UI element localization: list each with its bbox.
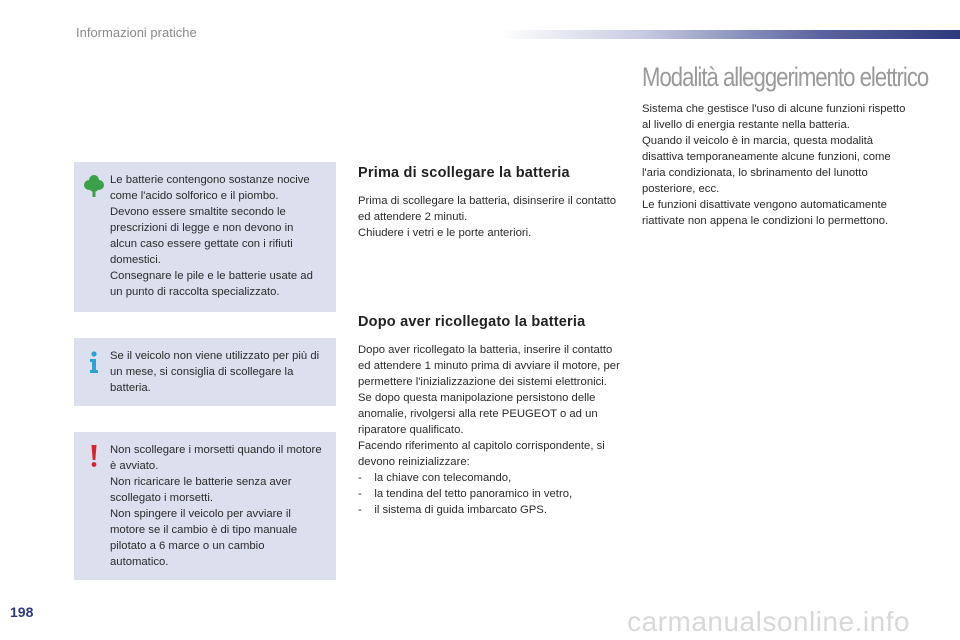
environment-note-panel bbox=[74, 162, 336, 312]
panel-paragraph: Devono essere smaltite secondo le prescrizioni di legge e non devono in alcun caso essere gettate con i rifiuti domestici. bbox=[110, 206, 294, 266]
environment-note-text bbox=[110, 172, 322, 300]
info-note-text bbox=[110, 348, 322, 396]
body-paragraph: Prima di scollegare la batteria, disinserire il contatto ed attendere 2 minuti. bbox=[358, 195, 617, 223]
body-paragraph: Quando il veicolo è in marcia, questa modalità disattiva temporaneamente alcune funzioni, come l'aria condizionata, lo sbrinamento del lunotto posteriore, ecc. bbox=[642, 135, 891, 195]
panel-paragraph: Se il veicolo non viene utilizzato per più di un mese, si consiglia di scollegare la batteria. bbox=[110, 350, 320, 394]
energy-saving-text bbox=[642, 101, 912, 229]
energy-saving-heading: Modalità alleggerimento elettrico bbox=[642, 62, 929, 92]
body-paragraph: Chiudere i vetri e le porte anteriori. bbox=[358, 227, 532, 239]
info-note-panel bbox=[74, 338, 336, 406]
body-paragraph: Dopo aver ricollegato la batteria, inserire il contatto ed attendere 1 minuto prima di avviare il motore, per permettere l'inizializzazione dei sistemi elettronici. Se dopo questa manipolazione persistono delle anomalie, rivolgersi alla rete PEUGEOT o ad un riparatore qualificato. bbox=[358, 344, 620, 436]
panel-paragraph: Non scollegare i morsetti quando il motore è avviato. bbox=[110, 444, 322, 472]
info-icon bbox=[84, 350, 104, 374]
before-disconnect-text bbox=[358, 193, 623, 241]
body-paragraph: Facendo riferimento al capitolo corrispondente, si devono reinizializzare: bbox=[358, 440, 605, 468]
section-title: Informazioni pratiche bbox=[76, 25, 197, 40]
before-disconnect-heading: Prima di scollegare la batteria bbox=[358, 165, 570, 181]
panel-paragraph: Non spingere il veicolo per avviare il motore se il cambio è di tipo manuale pilotato a 6 marce o un cambio automatico. bbox=[110, 508, 298, 568]
warning-icon bbox=[84, 444, 104, 468]
body-paragraph: Le funzioni disattivate vengono automaticamente riattivate non appena le condizioni lo permettono. bbox=[642, 199, 889, 227]
list-item: - la tendina del tetto panoramico in vetro, bbox=[358, 488, 573, 500]
after-reconnect-section bbox=[358, 314, 623, 518]
list-item: - la chiave con telecomando, bbox=[358, 472, 512, 484]
body-paragraph: Sistema che gestisce l'uso di alcune funzioni rispetto al livello di energia restante nella batteria. bbox=[642, 103, 906, 131]
list-item: - il sistema di guida imbarcato GPS. bbox=[358, 504, 547, 516]
page-number: 198 bbox=[10, 604, 34, 620]
header-accent-bar bbox=[500, 30, 960, 39]
before-disconnect-section bbox=[358, 165, 623, 241]
warning-note-panel bbox=[74, 432, 336, 580]
tree-icon bbox=[84, 174, 104, 198]
panel-paragraph: Consegnare le pile e le batterie usate ad un punto di raccolta specializzato. bbox=[110, 270, 313, 298]
panel-paragraph: Non ricaricare le batterie senza aver scollegato i morsetti. bbox=[110, 476, 292, 504]
after-reconnect-text bbox=[358, 342, 623, 518]
panel-paragraph: Le batterie contengono sostanze nocive come l'acido solforico e il piombo. bbox=[110, 174, 310, 202]
after-reconnect-heading: Dopo aver ricollegato la batteria bbox=[358, 314, 586, 330]
warning-note-text bbox=[110, 442, 322, 570]
watermark: carmanualsonline.info bbox=[627, 606, 910, 637]
